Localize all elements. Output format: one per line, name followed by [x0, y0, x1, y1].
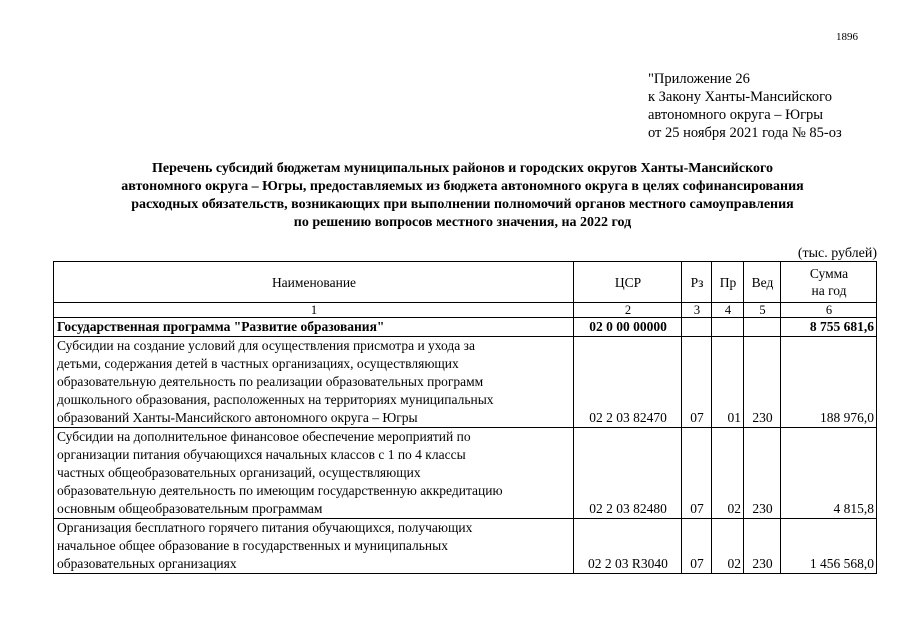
page-number: 1896	[836, 31, 858, 43]
header-ved: Вед	[744, 262, 781, 303]
title-line: расходных обязательств, возникающих при выполнении полномочий органов местного самоуправления	[131, 197, 794, 212]
row-pr: 02	[712, 519, 744, 574]
column-number: 6	[781, 303, 877, 318]
row-sum: 1 456 568,0	[781, 519, 877, 574]
appendix-line: от 25 ноября 2021 года № 85-оз	[648, 125, 842, 141]
units-label: (тыс. рублей)	[797, 246, 877, 261]
title-line: по решению вопросов местного значения, на 2022 год	[293, 215, 632, 230]
header-name: Наименование	[54, 262, 574, 303]
column-number: 3	[682, 303, 712, 318]
row-name	[54, 519, 574, 574]
column-number: 4	[712, 303, 744, 318]
header-sum-line: Сумма	[809, 266, 849, 281]
appendix-line: автономного округа – Югры	[648, 107, 824, 123]
row-name-line: начальное общее образование в государственных и муниципальных	[57, 538, 448, 553]
row-name-line: частных общеобразовательных организаций, осуществляющих	[57, 465, 421, 480]
row-name-line: Субсидии на создание условий для осуществления присмотра и ухода за	[57, 338, 475, 353]
row-name-line: Организация бесплатного горячего питания обучающихся, получающих	[57, 520, 473, 535]
row-sum: 4 815,8	[781, 428, 877, 519]
row-name: Государственная программа "Развитие образования"	[54, 318, 574, 337]
row-name-line: образовательную деятельность по реализации образовательных программ	[57, 374, 484, 389]
row-ved: 230	[744, 428, 781, 519]
document-title	[60, 160, 865, 232]
header-csr: ЦСР	[574, 262, 682, 303]
appendix-reference	[648, 70, 842, 142]
row-csr: 02 0 00 00000	[574, 318, 682, 337]
row-name	[54, 337, 574, 428]
header-rz: Рз	[682, 262, 712, 303]
row-name-line: образовательную деятельность по имеющим государственную аккредитацию	[57, 483, 503, 498]
subsidy-table	[53, 261, 877, 574]
row-rz	[682, 318, 712, 337]
header-sum	[781, 262, 877, 303]
row-sum: 188 976,0	[781, 337, 877, 428]
header-sum-line: на год	[811, 283, 847, 298]
row-name-line: образовательных организациях	[57, 556, 237, 571]
row-name	[54, 428, 574, 519]
row-csr: 02 2 03 82480	[574, 428, 682, 519]
table-row	[54, 337, 877, 428]
row-sum: 8 755 681,6	[781, 318, 877, 337]
row-ved: 230	[744, 337, 781, 428]
row-ved: 230	[744, 519, 781, 574]
header-pr: Пр	[712, 262, 744, 303]
title-line: автономного округа – Югры, предоставляемых из бюджета автономного округа в целях софинансирования	[121, 179, 804, 194]
title-line: Перечень субсидий бюджетам муниципальных районов и городских округов Ханты-Мансийского	[152, 161, 773, 176]
table-header-row	[54, 262, 877, 303]
column-number: 1	[54, 303, 574, 318]
table-row-program	[54, 318, 877, 337]
row-pr: 02	[712, 428, 744, 519]
appendix-line: "Приложение 26	[648, 71, 750, 87]
row-csr: 02 2 03 R3040	[574, 519, 682, 574]
column-number: 2	[574, 303, 682, 318]
row-rz: 07	[682, 428, 712, 519]
row-name-line: дошкольного образования, расположенных на территориях муниципальных	[57, 392, 494, 407]
row-name-line: детьми, содержания детей в частных организациях, осуществляющих	[57, 356, 459, 371]
row-name-line: организации питания обучающихся начальных классов с 1 по 4 классы	[57, 447, 466, 462]
row-name-line: основным общеобразовательным программам	[57, 501, 323, 516]
row-csr: 02 2 03 82470	[574, 337, 682, 428]
row-name-line: образований Ханты-Мансийского автономного округа – Югры	[57, 410, 418, 425]
row-pr: 01	[712, 337, 744, 428]
appendix-line: к Закону Ханты-Мансийского	[648, 89, 833, 105]
row-pr	[712, 318, 744, 337]
column-number-row	[54, 303, 877, 318]
table-row	[54, 428, 877, 519]
table-row	[54, 519, 877, 574]
row-ved	[744, 318, 781, 337]
column-number: 5	[744, 303, 781, 318]
row-rz: 07	[682, 337, 712, 428]
row-name-line: Субсидии на дополнительное финансовое обеспечение мероприятий по	[57, 429, 471, 444]
row-rz: 07	[682, 519, 712, 574]
